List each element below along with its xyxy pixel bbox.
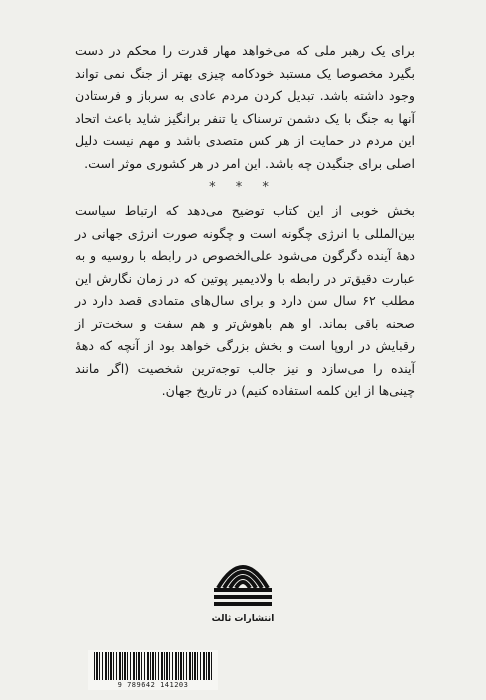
section-separator: * * * — [209, 180, 277, 195]
paragraph-2: بخش خوبی از این کتاب توضیح می‌دهد که ارتباط سیاست بین‌المللی با انرژی چگونه است و چگونه صورت انرژی جهانی در دهۀ آینده دگرگون می‌شود علی‌الخصوص در رابطه با روسیه و به عبارت دقیق‌تر در رابطه با ولادیمیر پوتین که در زمان نگارش این مطلب ۶۲ سال سن دارد و برای سال‌های متمادی قصد دارد در صحنه باقی بماند. او هم باهوش‌تر و هم سفت و سخت‌تر از رقبایش در اروپا است و بخش بزرگی خواهد بود از آنچه که دهۀ آینده را می‌سازد و نیز جالب توجه‌ترین شخصیت (اگر مانند چینی‌ها از این کلمه استفاده کنیم) در تاریخ جهان. — [75, 203, 415, 398]
isbn-number: 9 789642 141203 — [117, 681, 189, 689]
barcode-area — [88, 650, 218, 690]
barcode-icon — [94, 652, 212, 680]
paragraph-1: برای یک رهبر ملی که می‌خواهد مهار قدرت را محکم در دست بگیرد مخصوصا یک مستبد خودکامه چیزی بهتر از جنگ نمی تواند وجود داشته باشد. تبدیل کردن مردم عادی به سرباز و فرستادن آنها به جنگ با یک دشمن ترسناک یا تنفر برانگیز شاید باعث اتحاد این مردم در حمایت از هر کس متصدی باشد و مهم نیست دلیل اصلی برای جنگیدن چه باشد. این امر در هر کشوری موثر است. — [75, 43, 415, 171]
publisher-name: انتشارات ثالث — [211, 614, 275, 624]
publisher-logo-icon — [208, 548, 278, 612]
